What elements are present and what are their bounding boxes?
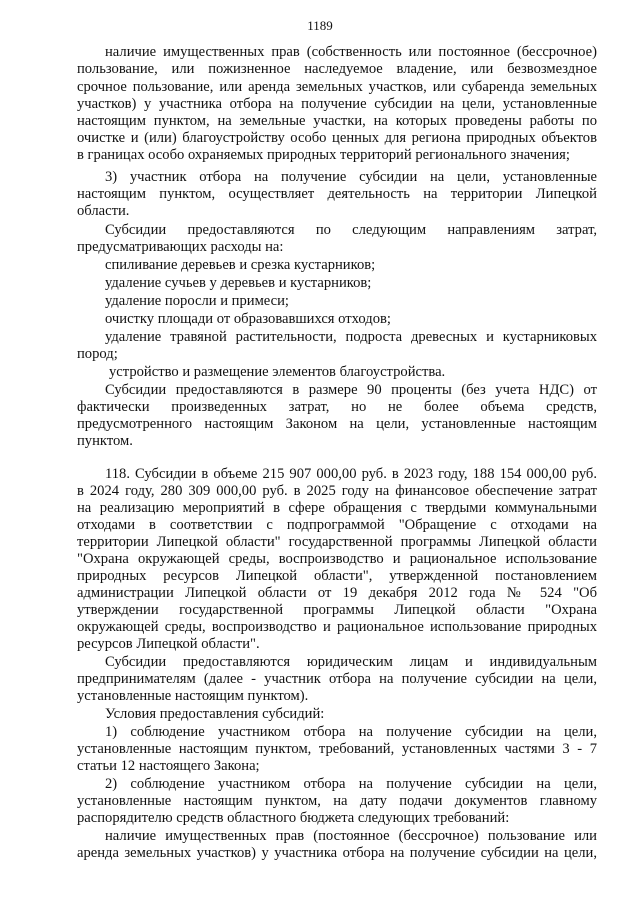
text-line <box>0 810 640 827</box>
text-line-content: Субсидии предоставляются по следующим направлениям затрат, <box>105 222 597 238</box>
text-line-content: отходами в соответствии с подпрограммой "Обращение с отходами на <box>77 517 597 533</box>
text-line-content: в 2024 году, 280 309 000,00 руб. в 2025 году на финансовое обеспечение затрат <box>77 483 597 499</box>
text-line-content: Субсидии предоставляются юридическим лицам и индивидуальным <box>105 654 597 670</box>
text-line-content: предпринимателям (далее - участник отбора на получение субсидии на цели, <box>77 671 597 687</box>
text-line <box>0 257 640 274</box>
text-line-content: Субсидии предоставляются в размере 90 проценты (без учета НДС) от <box>105 382 597 398</box>
text-line <box>0 619 640 636</box>
text-line-content: "Охрана окружающей среды, воспроизводство и рациональное использование <box>77 551 597 567</box>
text-line-content: наличие имущественных прав (собственность или постоянное (бессрочное) <box>105 44 597 60</box>
text-line <box>0 96 640 113</box>
text-line <box>0 399 640 416</box>
text-line <box>0 416 640 433</box>
text-line <box>0 147 640 164</box>
text-line <box>0 758 640 775</box>
page-number: 1189 <box>307 18 333 33</box>
text-line-content: устройство и размещение элементов благоустройства. <box>109 364 446 380</box>
text-line-content: установленные настоящим пунктом, требований, установленных частями 3 - 7 <box>77 741 597 757</box>
text-line-content: на реализацию мероприятий в сфере обращения с твердыми коммунальными <box>77 500 597 516</box>
text-line-content: удаление поросли и примеси; <box>105 293 289 309</box>
text-line <box>0 113 640 130</box>
text-line-content: наличие имущественных прав (постоянное (бессрочное) пользование или <box>105 828 597 844</box>
text-line <box>0 636 640 653</box>
text-line <box>0 534 640 551</box>
text-line-content: утверждении государственной программы Липецкой области "Охрана <box>77 602 597 618</box>
text-line <box>0 568 640 585</box>
text-line <box>0 311 640 328</box>
text-line-content: области. <box>77 203 130 219</box>
text-line <box>0 329 640 346</box>
text-line <box>0 293 640 310</box>
text-line-content: пород; <box>77 346 118 362</box>
text-line <box>0 186 640 203</box>
text-line <box>0 130 640 147</box>
text-line <box>0 203 640 220</box>
text-line-content: 1) соблюдение участником отбора на получение субсидии на цели, <box>105 724 597 740</box>
text-line <box>0 364 640 381</box>
text-line-content: установленные настоящим пунктом). <box>77 688 309 704</box>
text-line-content: аренда земельных участков) у участника отбора на получение субсидии на цели, <box>77 845 597 861</box>
text-line-content: предусматривающих расходы на: <box>77 239 284 255</box>
text-line-content: 118. Субсидии в объеме 215 907 000,00 руб. в 2023 году, 188 154 000,00 руб. <box>105 466 597 482</box>
text-line-content: установленные настоящим пунктом, на дату подачи документов главному <box>77 793 597 809</box>
text-line-content: удаление травяной растительности, подроста древесных и кустарниковых <box>105 329 597 345</box>
text-line <box>0 222 640 239</box>
text-line-content: фактически произведенных затрат, но не более объема средств, <box>77 399 597 415</box>
text-line <box>0 275 640 292</box>
text-line-content: предусмотренного настоящим Законом на цели, установленные настоящим <box>77 416 597 432</box>
text-line-content: природных ресурсов Липецкой области", утвержденной постановлением <box>77 568 597 584</box>
text-line <box>0 551 640 568</box>
text-line-content: очистке и (или) благоустройству особо ценных для региона природных объектов <box>77 130 597 146</box>
text-line <box>0 44 640 61</box>
text-line-content: очистку площади от образовавшихся отходов; <box>105 311 391 327</box>
text-line <box>0 433 640 450</box>
text-line <box>0 382 640 399</box>
text-line-content: ресурсов Липецкой области". <box>77 636 260 652</box>
text-line <box>0 500 640 517</box>
text-line-content: статьи 12 настоящего Закона; <box>77 758 260 774</box>
text-line-content: участков) у участника отбора на получение субсидии на цели, установленные <box>77 96 597 112</box>
text-line-content: настоящим пунктом, осуществляет деятельность на территории Липецкой <box>77 186 597 202</box>
text-line <box>0 845 640 862</box>
text-line-content: 3) участник отбора на получение субсидии на цели, установленные <box>105 169 597 185</box>
text-line-content: пользование, или пожизненное наследуемое владение, или безвозмездное <box>77 61 597 77</box>
text-line-content: в границах особо охраняемых природных территорий регионального значения; <box>77 147 570 163</box>
text-line-content: настоящим пунктом, на земельные участки, на которых проведены работы по <box>77 113 597 129</box>
text-line <box>0 169 640 186</box>
text-line <box>0 61 640 78</box>
text-line <box>0 793 640 810</box>
text-line <box>0 239 640 256</box>
text-line <box>0 346 640 363</box>
text-line <box>0 654 640 671</box>
text-line-content: удаление сучьев у деревьев и кустарников; <box>105 275 372 291</box>
text-line-content: окружающей среды, воспроизводство и рациональное использование природных <box>77 619 597 635</box>
text-line <box>0 724 640 741</box>
text-line-content: администрации Липецкой области от 19 декабря 2012 года № 524 "Об <box>77 585 597 601</box>
text-line <box>0 776 640 793</box>
text-line <box>0 741 640 758</box>
text-line <box>0 706 640 723</box>
text-line-content: пунктом. <box>77 433 133 449</box>
text-line <box>0 828 640 845</box>
text-line <box>0 517 640 534</box>
text-line-content: срочное пользование, или аренда земельных участков, или субаренда земельных <box>77 79 597 95</box>
text-line-content: Условия предоставления субсидий: <box>105 706 325 722</box>
text-line <box>0 466 640 483</box>
text-line-content: 2) соблюдение участником отбора на получение субсидии на цели, <box>105 776 597 792</box>
text-line-content: распорядителю средств областного бюджета следующих требований: <box>77 810 510 826</box>
text-line <box>0 671 640 688</box>
text-line <box>0 585 640 602</box>
text-line-content: территории Липецкой области" государственной программы Липецкой области <box>77 534 597 550</box>
text-line <box>0 483 640 500</box>
text-line <box>0 688 640 705</box>
text-line <box>0 79 640 96</box>
text-line-content: спиливание деревьев и срезка кустарников; <box>105 257 376 273</box>
text-line <box>0 602 640 619</box>
